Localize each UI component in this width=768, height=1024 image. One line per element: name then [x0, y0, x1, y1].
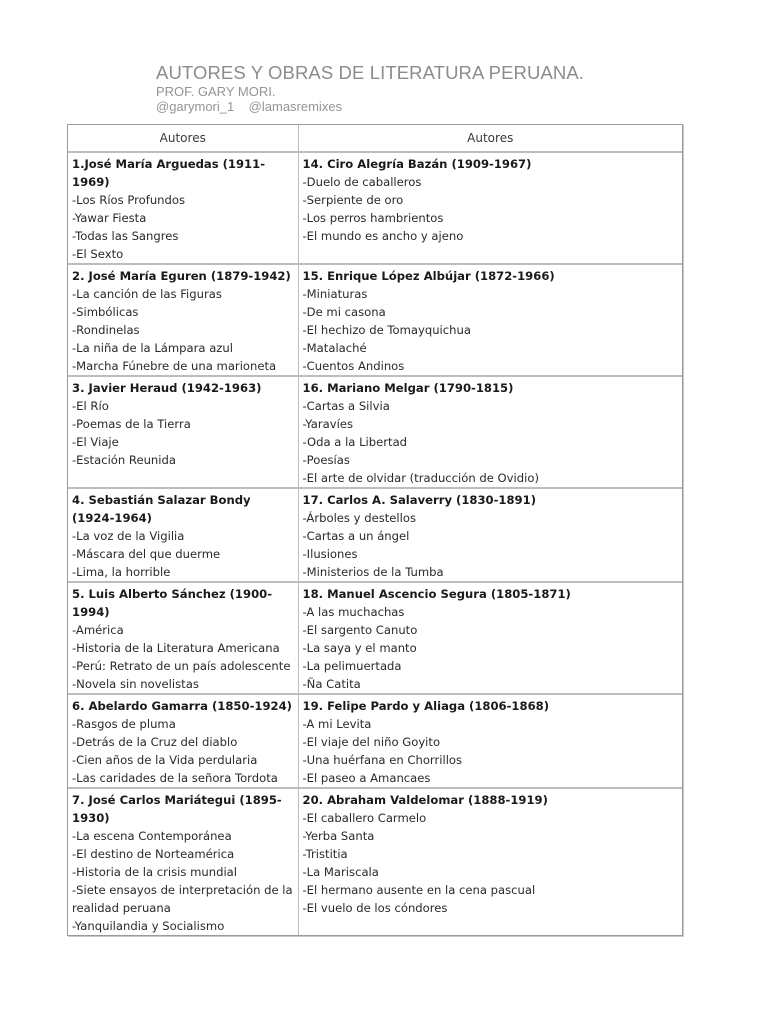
author-cell: [298, 376, 682, 488]
work-title: -Siete ensayos de interpretación de la realidad peruana: [72, 883, 293, 915]
professor-name: PROF. GARY MORI.: [156, 84, 276, 99]
work-title: -Yerba Santa: [302, 829, 375, 843]
work-title: -De mi casona: [302, 305, 386, 319]
work-title: -Cartas a Silvia: [302, 399, 390, 413]
author-cell: [298, 488, 682, 582]
column-header-left: Autores: [68, 125, 298, 152]
work-title: -La canción de las Figuras: [72, 287, 222, 301]
work-title: -Historia de la Literatura Americana: [72, 641, 280, 655]
table-row: [68, 152, 682, 264]
work-title: -El vuelo de los cóndores: [302, 901, 448, 915]
author-cell: [298, 788, 682, 935]
work-title: -El hermano ausente en la cena pascual: [302, 883, 536, 897]
author-name: 2. José María Eguren (1879-1942): [72, 269, 291, 283]
document-header: [156, 62, 584, 115]
work-title: -Oda a la Libertad: [302, 435, 408, 449]
work-title: -A mi Levita: [302, 717, 372, 731]
work-title: -El hechizo de Tomayquichua: [302, 323, 471, 337]
author-name: 20. Abraham Valdelomar (1888-1919): [302, 793, 548, 807]
author-cell: [68, 152, 298, 264]
author-cell: [68, 264, 298, 376]
work-title: -Detrás de la Cruz del diablo: [72, 735, 238, 749]
work-title: -Novela sin novelistas: [72, 677, 199, 691]
work-title: -Yawar Fiesta: [72, 211, 147, 225]
document-title: AUTORES Y OBRAS DE LITERATURA PERUANA.: [156, 62, 585, 83]
author-cell: [68, 788, 298, 935]
work-title: -Serpiente de oro: [302, 193, 404, 207]
author-name: 16. Mariano Melgar (1790-1815): [302, 381, 514, 395]
work-title: -Rasgos de pluma: [72, 717, 176, 731]
table-row: [68, 694, 682, 788]
table-header-row: [68, 125, 682, 152]
author-name: 5. Luis Alberto Sánchez (1900-1994): [72, 587, 273, 619]
author-cell: [68, 488, 298, 582]
work-title: -Lima, la horrible: [72, 565, 171, 579]
work-title: -Ministerios de la Tumba: [302, 565, 444, 579]
authors-table: [68, 125, 682, 935]
work-title: -Los Ríos Profundos: [72, 193, 186, 207]
work-title: -El viaje del niño Goyito: [302, 735, 441, 749]
author-name: 1.José María Arguedas (1911-1969): [72, 157, 266, 189]
work-title: -La escena Contemporánea: [72, 829, 232, 843]
table-body: [68, 152, 682, 935]
author-name: 3. Javier Heraud (1942-1963): [72, 381, 262, 395]
table-row: [68, 376, 682, 488]
work-title: -El paseo a Amancaes: [302, 771, 431, 785]
work-title: -Estación Reunida: [72, 453, 176, 467]
work-title: -El Sexto: [72, 247, 124, 261]
work-title: -El mundo es ancho y ajeno: [302, 229, 464, 243]
table-row: [68, 788, 682, 935]
work-title: -Perú: Retrato de un país adolescente: [72, 659, 291, 673]
work-title: -Marcha Fúnebre de una marioneta: [72, 359, 277, 373]
author-cell: [298, 152, 682, 264]
work-title: -El destino de Norteamérica: [72, 847, 235, 861]
author-name: 14. Ciro Alegría Bazán (1909-1967): [302, 157, 532, 171]
work-title: -Ña Catita: [302, 677, 361, 691]
author-cell: [298, 694, 682, 788]
work-title: -Cuentos Andinos: [302, 359, 405, 373]
author-name: 19. Felipe Pardo y Aliaga (1806-1868): [302, 699, 550, 713]
work-title: -Ilusiones: [302, 547, 358, 561]
work-title: -El arte de olvidar (traducción de Ovidio): [302, 471, 539, 485]
work-title: -La niña de la Lámpara azul: [72, 341, 233, 355]
author-cell: [68, 376, 298, 488]
work-title: -Simbólicas: [72, 305, 139, 319]
work-title: -Tristitia: [302, 847, 348, 861]
work-title: -Los perros hambrientos: [302, 211, 444, 225]
table-row: [68, 264, 682, 376]
work-title: -La pelimuertada: [302, 659, 402, 673]
author-name: 6. Abelardo Gamarra (1850-1924): [72, 699, 292, 713]
work-title: -El Río: [72, 399, 109, 413]
column-header-right: Autores: [298, 125, 682, 152]
work-title: -La Mariscala: [302, 865, 379, 879]
work-title: -Cien años de la Vida perdularia: [72, 753, 258, 767]
work-title: -El Viaje: [72, 435, 119, 449]
work-title: -La saya y el manto: [302, 641, 417, 655]
work-title: -Historia de la crisis mundial: [72, 865, 238, 879]
work-title: -Duelo de caballeros: [302, 175, 422, 189]
work-title: -Yaravíes: [302, 417, 354, 431]
work-title: -Poemas de la Tierra: [72, 417, 191, 431]
author-name: 4. Sebastián Salazar Bondy (1924-1964): [72, 493, 251, 525]
work-title: -Yanquilandia y Socialismo: [72, 919, 225, 933]
author-cell: [68, 582, 298, 694]
work-title: -Miniaturas: [302, 287, 368, 301]
work-title: -Rondinelas: [72, 323, 140, 337]
work-title: -Máscara del que duerme: [72, 547, 221, 561]
work-title: -La voz de la Vigilia: [72, 529, 185, 543]
work-title: -El caballero Carmelo: [302, 811, 427, 825]
author-cell: [298, 264, 682, 376]
author-cell: [68, 694, 298, 788]
work-title: -América: [72, 623, 124, 637]
work-title: -Árboles y destellos: [302, 511, 416, 525]
work-title: -Matalaché: [302, 341, 367, 355]
work-title: -Una huérfana en Chorrillos: [302, 753, 463, 767]
table-row: [68, 582, 682, 694]
author-name: 17. Carlos A. Salaverry (1830-1891): [302, 493, 536, 507]
author-name: 18. Manuel Ascencio Segura (1805-1871): [302, 587, 571, 601]
work-title: -Todas las Sangres: [72, 229, 179, 243]
work-title: -Las caridades de la señora Tordota: [72, 771, 278, 785]
work-title: -Cartas a un ángel: [302, 529, 410, 543]
author-name: 15. Enrique López Albújar (1872-1966): [302, 269, 555, 283]
social-handles: @garymori_1 @lamasremixes: [156, 99, 343, 114]
authors-table-container: [67, 124, 683, 936]
work-title: -A las muchachas: [302, 605, 405, 619]
work-title: -El sargento Canuto: [302, 623, 418, 637]
work-title: -Poesías: [302, 453, 350, 467]
author-cell: [298, 582, 682, 694]
author-name: 7. José Carlos Mariátegui (1895-1930): [72, 793, 282, 825]
table-row: [68, 488, 682, 582]
